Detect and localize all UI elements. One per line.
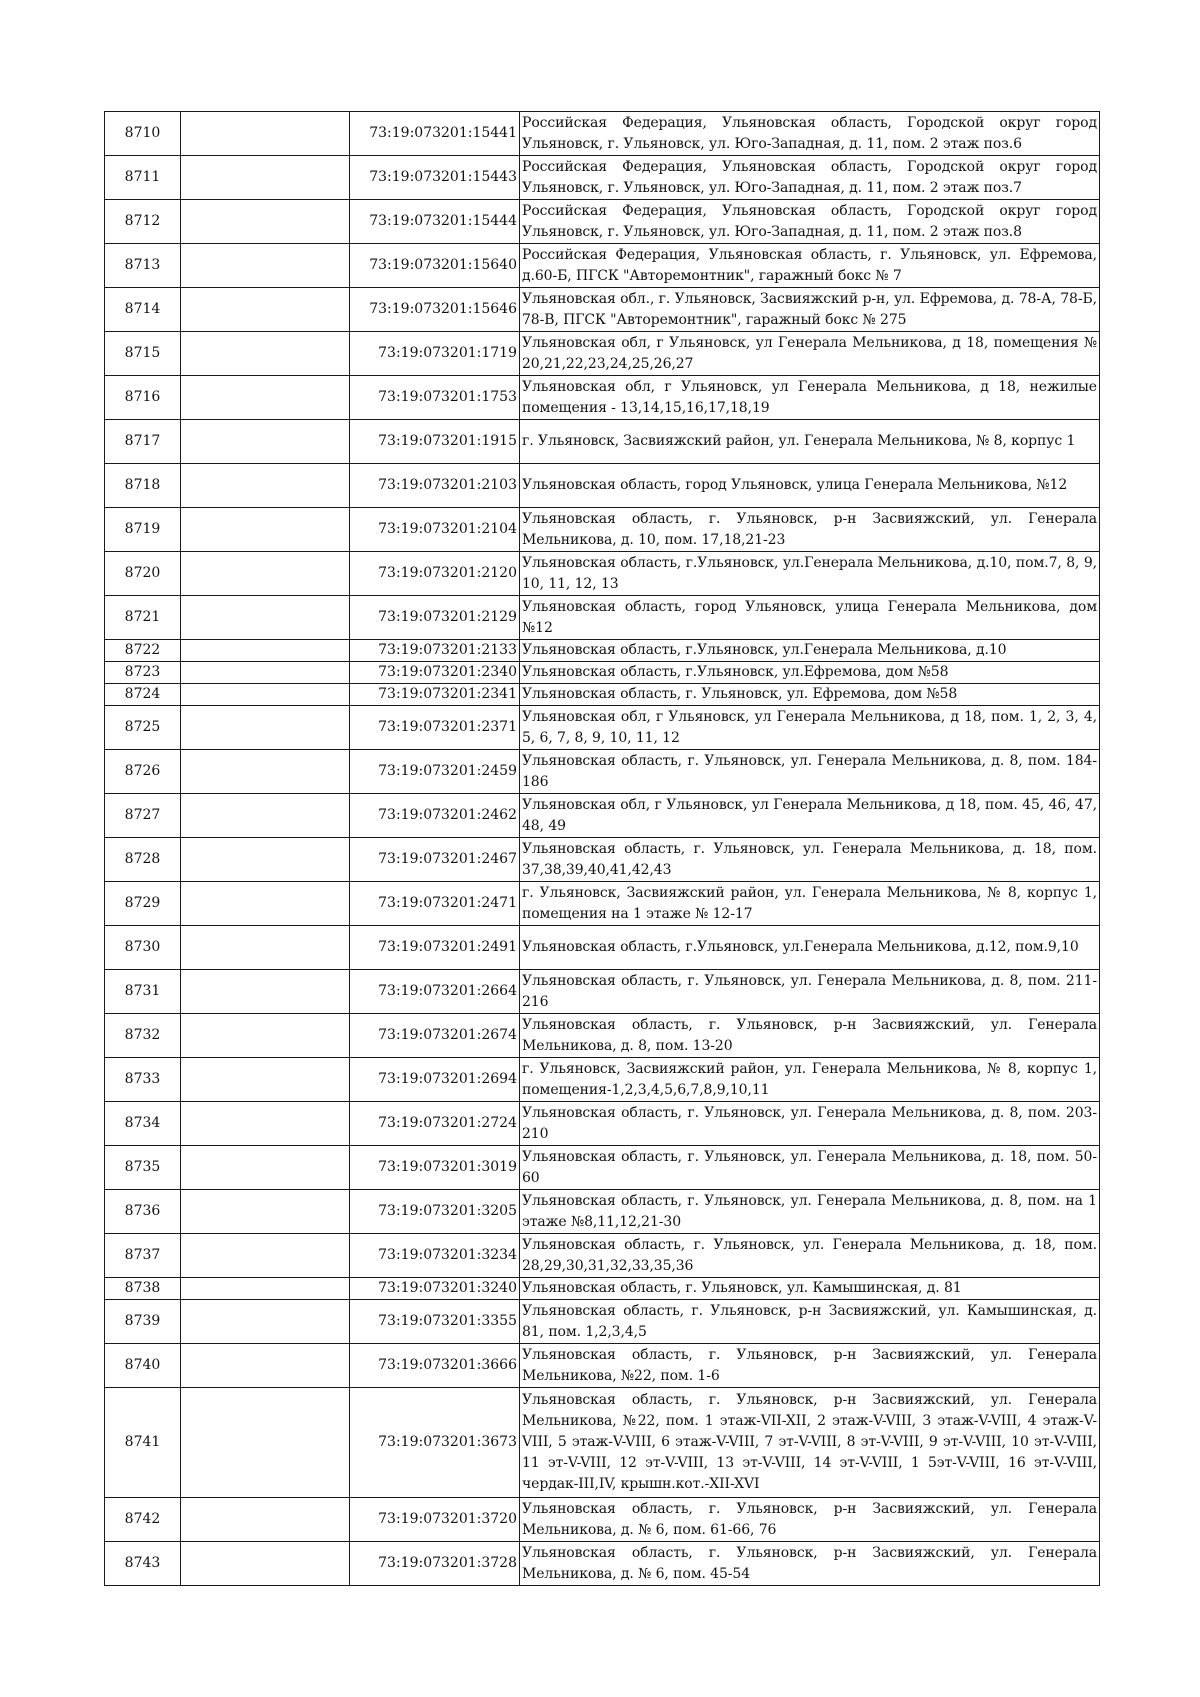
- cadastral-number: 73:19:073201:2129: [350, 596, 520, 640]
- row-number: 8711: [105, 156, 181, 200]
- empty-cell: [181, 1146, 350, 1190]
- row-number: 8716: [105, 376, 181, 420]
- empty-cell: [181, 640, 350, 662]
- row-number: 8733: [105, 1058, 181, 1102]
- address-cell: Ульяновская область, г.Ульяновск, ул.Ефремова, дом №58: [520, 662, 1100, 684]
- cadastral-number: 73:19:073201:2491: [350, 926, 520, 970]
- row-number: 8738: [105, 1278, 181, 1300]
- empty-cell: [181, 838, 350, 882]
- address-cell: Ульяновская область, г. Ульяновск, р-н Засвияжский, ул. Генерала Мельникова, д. № 6, пом. 61-66, 76: [520, 1498, 1100, 1542]
- address-cell: Ульяновская область, г. Ульяновск, ул. Генерала Мельникова, д. 8, пом. 203-210: [520, 1102, 1100, 1146]
- cadastral-number: 73:19:073201:15444: [350, 200, 520, 244]
- table-row: [105, 420, 1100, 464]
- table-row: [105, 1344, 1100, 1388]
- row-number: 8742: [105, 1498, 181, 1542]
- address-cell: Ульяновская область, г. Ульяновск, р-н Засвияжский, ул. Генерала Мельникова, №22, пом. 1 этаж-VII-XII, 2 этаж-V-VIII, 3 этаж-V-VIII, 4 этаж-V-VIII, 5 этаж-V-VIII, 6 этаж-V-VIII, 7 эт-V-VIII, 8 эт-V-VIII, 9 эт-V-VIII, 10 эт-V-VIII, 11 эт-V-VIII, 12 эт-V-VIII, 13 эт-V-VIII, 14 эт-V-VIII, 1 5эт-V-VIII, 16 эт-V-VIII, чердак-III,IV, крышн.кот.-XII-XVI: [520, 1388, 1100, 1498]
- address-cell: Ульяновская область, г. Ульяновск, р-н Засвияжский, ул. Генерала Мельникова, д. 8, пом. 13-20: [520, 1014, 1100, 1058]
- empty-cell: [181, 244, 350, 288]
- address-cell: Российская Федерация, Ульяновская область, Городской округ город Ульяновск, г. Ульяновск, ул. Юго-Западная, д. 11, пом. 2 этаж поз.7: [520, 156, 1100, 200]
- cadastral-number: 73:19:073201:15443: [350, 156, 520, 200]
- address-cell: Ульяновская область, г.Ульяновск, ул.Генерала Мельникова, д.12, пом.9,10: [520, 926, 1100, 970]
- empty-cell: [181, 376, 350, 420]
- address-cell: Ульяновская область, г. Ульяновск, ул. Генерала Мельникова, д. 8, пом. 211-216: [520, 970, 1100, 1014]
- empty-cell: [181, 596, 350, 640]
- address-cell: Ульяновская обл, г Ульяновск, ул Генерала Мельникова, д 18, помещения № 20,21,22,23,24,25,26,27: [520, 332, 1100, 376]
- row-number: 8718: [105, 464, 181, 508]
- address-cell: г. Ульяновск, Засвияжский район, ул. Генерала Мельникова, № 8, корпус 1, помещения на 1 этаже № 12-17: [520, 882, 1100, 926]
- cadastral-number: 73:19:073201:1753: [350, 376, 520, 420]
- table-row: [105, 464, 1100, 508]
- cadastral-number: 73:19:073201:1915: [350, 420, 520, 464]
- cadastral-number: 73:19:073201:2120: [350, 552, 520, 596]
- empty-cell: [181, 552, 350, 596]
- empty-cell: [181, 970, 350, 1014]
- cadastral-number: 73:19:073201:2104: [350, 508, 520, 552]
- empty-cell: [181, 332, 350, 376]
- row-number: 8730: [105, 926, 181, 970]
- cadastral-number: 73:19:073201:2340: [350, 662, 520, 684]
- cadastral-number: 73:19:073201:2471: [350, 882, 520, 926]
- cadastral-number: 73:19:073201:3205: [350, 1190, 520, 1234]
- row-number: 8724: [105, 684, 181, 706]
- cadastral-number: 73:19:073201:2694: [350, 1058, 520, 1102]
- cadastral-number: 73:19:073201:2133: [350, 640, 520, 662]
- table-row: [105, 1278, 1100, 1300]
- row-number: 8726: [105, 750, 181, 794]
- table-row: [105, 750, 1100, 794]
- table-row: [105, 684, 1100, 706]
- row-number: 8713: [105, 244, 181, 288]
- table-row: [105, 1542, 1100, 1586]
- empty-cell: [181, 464, 350, 508]
- row-number: 8710: [105, 112, 181, 156]
- row-number: 8741: [105, 1388, 181, 1498]
- empty-cell: [181, 112, 350, 156]
- empty-cell: [181, 1278, 350, 1300]
- empty-cell: [181, 1014, 350, 1058]
- row-number: 8720: [105, 552, 181, 596]
- address-cell: Ульяновская область, г. Ульяновск, ул. Генерала Мельникова, д. 8, пом. 184-186: [520, 750, 1100, 794]
- address-cell: Ульяновская область, г. Ульяновск, р-н Засвияжский, ул. Камышинская, д. 81, пом. 1,2,3,4,5: [520, 1300, 1100, 1344]
- address-cell: Ульяновская область, г. Ульяновск, ул. Камышинская, д. 81: [520, 1278, 1100, 1300]
- cadastral-number: 73:19:073201:3234: [350, 1234, 520, 1278]
- empty-cell: [181, 1190, 350, 1234]
- row-number: 8736: [105, 1190, 181, 1234]
- empty-cell: [181, 1498, 350, 1542]
- table-row: [105, 662, 1100, 684]
- cadastral-number: 73:19:073201:2371: [350, 706, 520, 750]
- table-row: [105, 838, 1100, 882]
- table-row: [105, 1102, 1100, 1146]
- row-number: 8722: [105, 640, 181, 662]
- row-number: 8723: [105, 662, 181, 684]
- empty-cell: [181, 1234, 350, 1278]
- row-number: 8735: [105, 1146, 181, 1190]
- table-row: [105, 112, 1100, 156]
- address-cell: Ульяновская область, г. Ульяновск, ул. Ефремова, дом №58: [520, 684, 1100, 706]
- empty-cell: [181, 508, 350, 552]
- cadastral-number: 73:19:073201:3019: [350, 1146, 520, 1190]
- address-cell: Ульяновская область, г. Ульяновск, ул. Генерала Мельникова, д. 18, пом. 28,29,30,31,32,33,35,36: [520, 1234, 1100, 1278]
- table-row: [105, 1234, 1100, 1278]
- empty-cell: [181, 794, 350, 838]
- row-number: 8732: [105, 1014, 181, 1058]
- address-cell: Ульяновская обл, г Ульяновск, ул Генерала Мельникова, д 18, пом. 45, 46, 47, 48, 49: [520, 794, 1100, 838]
- row-number: 8737: [105, 1234, 181, 1278]
- row-number: 8731: [105, 970, 181, 1014]
- table-row: [105, 1146, 1100, 1190]
- cadastral-number: 73:19:073201:2103: [350, 464, 520, 508]
- address-cell: Ульяновская область, город Ульяновск, улица Генерала Мельникова, №12: [520, 464, 1100, 508]
- row-number: 8714: [105, 288, 181, 332]
- table-row: [105, 640, 1100, 662]
- row-number: 8728: [105, 838, 181, 882]
- row-number: 8729: [105, 882, 181, 926]
- cadastral-number: 73:19:073201:2674: [350, 1014, 520, 1058]
- table-row: [105, 1190, 1100, 1234]
- address-cell: Ульяновская область, г. Ульяновск, р-н Засвияжский, ул. Генерала Мельникова, д. № 6, пом. 45-54: [520, 1542, 1100, 1586]
- cadastral-number: 73:19:073201:15640: [350, 244, 520, 288]
- cadastral-number: 73:19:073201:15646: [350, 288, 520, 332]
- address-cell: Российская Федерация, Ульяновская область, г. Ульяновск, ул. Ефремова, д.60-Б, ПГСК "Авторемонтник", гаражный бокс № 7: [520, 244, 1100, 288]
- cadastral-number: 73:19:073201:2459: [350, 750, 520, 794]
- table-row: [105, 596, 1100, 640]
- cadastral-number: 73:19:073201:3673: [350, 1388, 520, 1498]
- table-row: [105, 244, 1100, 288]
- address-cell: Ульяновская обл., г. Ульяновск, Засвияжский р-н, ул. Ефремова, д. 78-А, 78-Б, 78-В, ПГСК "Авторемонтник", гаражный бокс № 275: [520, 288, 1100, 332]
- empty-cell: [181, 288, 350, 332]
- row-number: 8719: [105, 508, 181, 552]
- row-number: 8734: [105, 1102, 181, 1146]
- cadastral-number: 73:19:073201:15441: [350, 112, 520, 156]
- row-number: 8739: [105, 1300, 181, 1344]
- registry-table: [104, 111, 1100, 1586]
- table-row: [105, 200, 1100, 244]
- address-cell: Ульяновская область, г.Ульяновск, ул.Генерала Мельникова, д.10: [520, 640, 1100, 662]
- address-cell: Ульяновская область, г. Ульяновск, р-н Засвияжский, ул. Генерала Мельникова, д. 10, пом. 17,18,21-23: [520, 508, 1100, 552]
- cadastral-number: 73:19:073201:2664: [350, 970, 520, 1014]
- row-number: 8712: [105, 200, 181, 244]
- address-cell: Российская Федерация, Ульяновская область, Городской округ город Ульяновск, г. Ульяновск, ул. Юго-Западная, д. 11, пом. 2 этаж поз.8: [520, 200, 1100, 244]
- table-row: [105, 882, 1100, 926]
- row-number: 8743: [105, 1542, 181, 1586]
- address-cell: Ульяновская обл, г Ульяновск, ул Генерала Мельникова, д 18, пом. 1, 2, 3, 4, 5, 6, 7, 8, 9, 10, 11, 12: [520, 706, 1100, 750]
- table-row: [105, 794, 1100, 838]
- table-row: [105, 288, 1100, 332]
- cadastral-number: 73:19:073201:2341: [350, 684, 520, 706]
- empty-cell: [181, 1388, 350, 1498]
- address-cell: Ульяновская область, город Ульяновск, улица Генерала Мельникова, дом №12: [520, 596, 1100, 640]
- table-row: [105, 706, 1100, 750]
- cadastral-number: 73:19:073201:3728: [350, 1542, 520, 1586]
- address-cell: Российская Федерация, Ульяновская область, Городской округ город Ульяновск, г. Ульяновск, ул. Юго-Западная, д. 11, пом. 2 этаж поз.6: [520, 112, 1100, 156]
- address-cell: Ульяновская область, г. Ульяновск, ул. Генерала Мельникова, д. 18, пом. 37,38,39,40,41,42,43: [520, 838, 1100, 882]
- row-number: 8721: [105, 596, 181, 640]
- empty-cell: [181, 750, 350, 794]
- cadastral-number: 73:19:073201:3666: [350, 1344, 520, 1388]
- cadastral-number: 73:19:073201:2462: [350, 794, 520, 838]
- empty-cell: [181, 1102, 350, 1146]
- table-row: [105, 1300, 1100, 1344]
- address-cell: Ульяновская обл, г Ульяновск, ул Генерала Мельникова, д 18, нежилые помещения - 13,14,15,16,17,18,19: [520, 376, 1100, 420]
- empty-cell: [181, 1344, 350, 1388]
- empty-cell: [181, 882, 350, 926]
- row-number: 8727: [105, 794, 181, 838]
- table-row: [105, 552, 1100, 596]
- empty-cell: [181, 1542, 350, 1586]
- row-number: 8717: [105, 420, 181, 464]
- table-row: [105, 926, 1100, 970]
- empty-cell: [181, 420, 350, 464]
- address-cell: г. Ульяновск, Засвияжский район, ул. Генерала Мельникова, № 8, корпус 1: [520, 420, 1100, 464]
- address-cell: Ульяновская область, г. Ульяновск, ул. Генерала Мельникова, д. 8, пом. на 1 этаже №8,11,12,21-30: [520, 1190, 1100, 1234]
- empty-cell: [181, 662, 350, 684]
- table-row: [105, 1058, 1100, 1102]
- address-cell: Ульяновская область, г.Ульяновск, ул.Генерала Мельникова, д.10, пом.7, 8, 9, 10, 11, 12, 13: [520, 552, 1100, 596]
- table-row: [105, 1388, 1100, 1498]
- table-row: [105, 970, 1100, 1014]
- address-cell: Ульяновская область, г. Ульяновск, р-н Засвияжский, ул. Генерала Мельникова, №22, пом. 1-6: [520, 1344, 1100, 1388]
- empty-cell: [181, 1058, 350, 1102]
- empty-cell: [181, 926, 350, 970]
- empty-cell: [181, 684, 350, 706]
- cadastral-number: 73:19:073201:2467: [350, 838, 520, 882]
- empty-cell: [181, 1300, 350, 1344]
- row-number: 8725: [105, 706, 181, 750]
- cadastral-number: 73:19:073201:1719: [350, 332, 520, 376]
- address-cell: г. Ульяновск, Засвияжский район, ул. Генерала Мельникова, № 8, корпус 1, помещения-1,2,3,4,5,6,7,8,9,10,11: [520, 1058, 1100, 1102]
- cadastral-number: 73:19:073201:2724: [350, 1102, 520, 1146]
- cadastral-number: 73:19:073201:3240: [350, 1278, 520, 1300]
- empty-cell: [181, 706, 350, 750]
- table-row: [105, 156, 1100, 200]
- table-row: [105, 332, 1100, 376]
- empty-cell: [181, 200, 350, 244]
- table-row: [105, 1014, 1100, 1058]
- row-number: 8715: [105, 332, 181, 376]
- table-row: [105, 376, 1100, 420]
- cadastral-number: 73:19:073201:3355: [350, 1300, 520, 1344]
- table-row: [105, 1498, 1100, 1542]
- table-row: [105, 508, 1100, 552]
- row-number: 8740: [105, 1344, 181, 1388]
- address-cell: Ульяновская область, г. Ульяновск, ул. Генерала Мельникова, д. 18, пом. 50-60: [520, 1146, 1100, 1190]
- empty-cell: [181, 156, 350, 200]
- cadastral-number: 73:19:073201:3720: [350, 1498, 520, 1542]
